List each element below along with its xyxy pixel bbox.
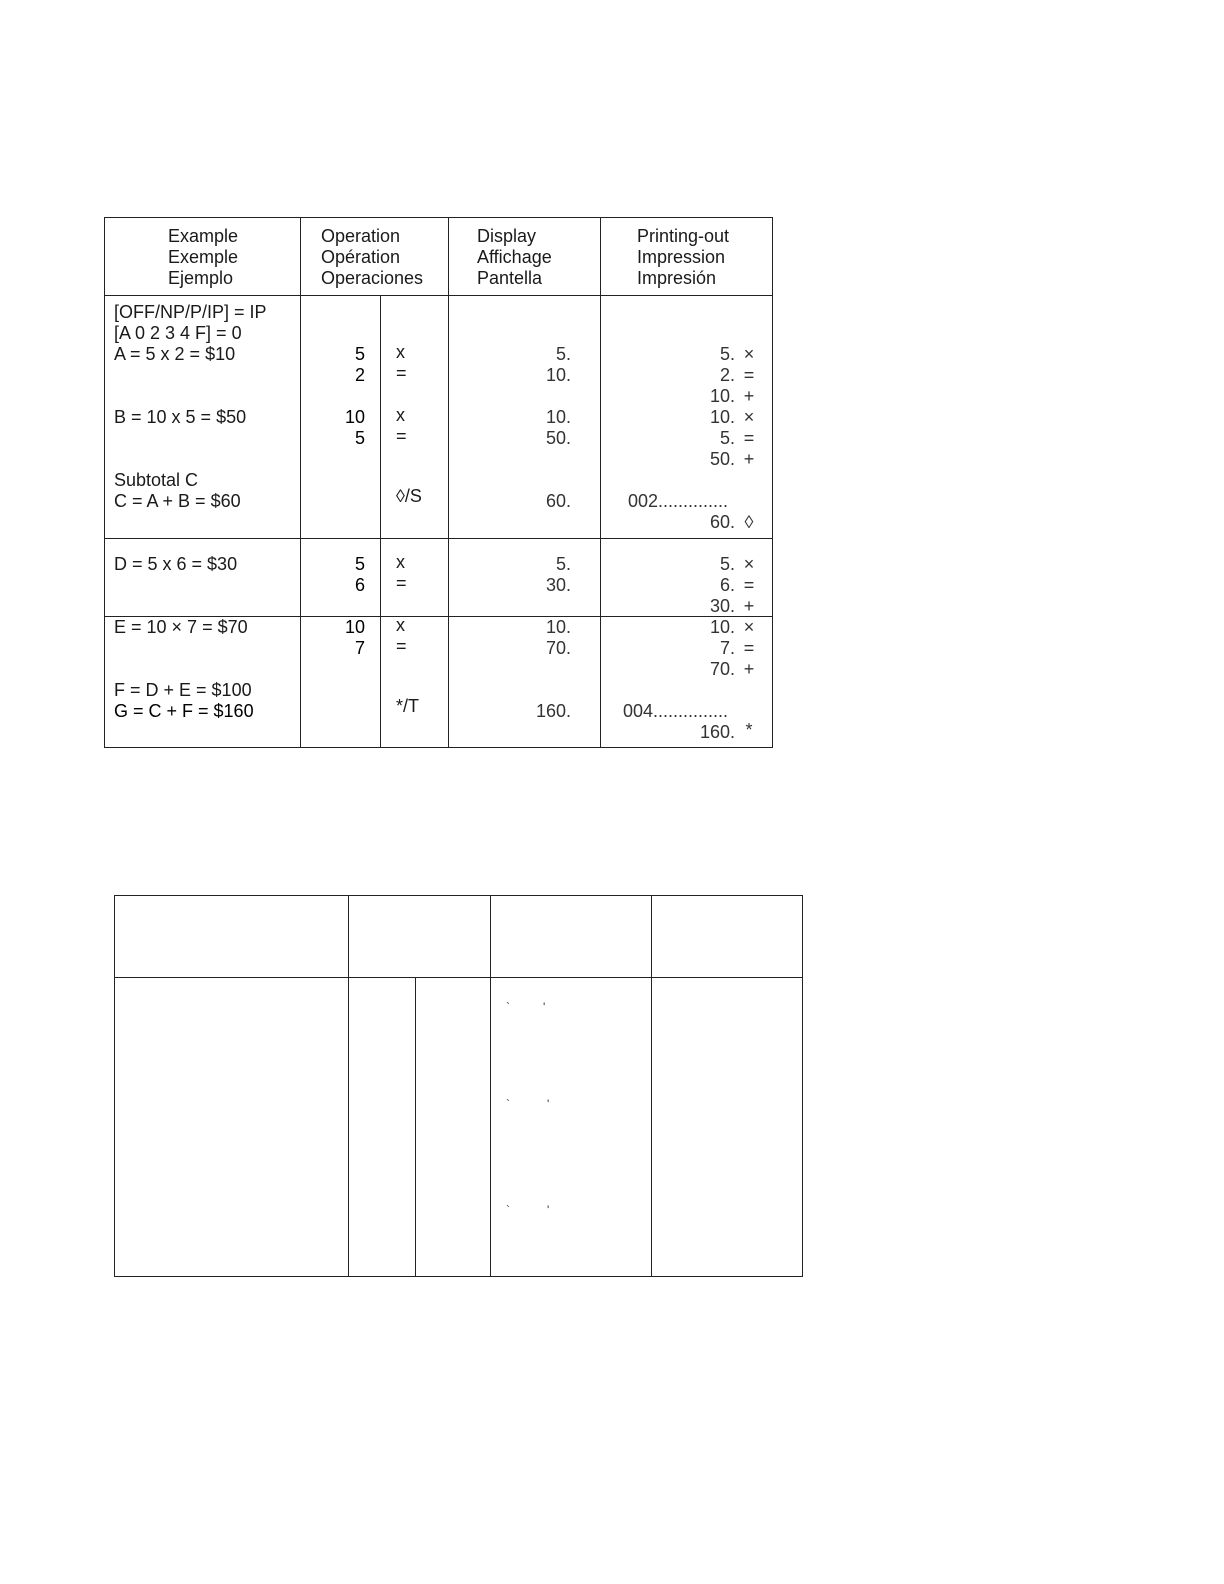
print-symbol: × <box>743 344 755 364</box>
col-divider-sub <box>415 978 416 1276</box>
operation-key: x <box>396 615 405 635</box>
display-value: 70. <box>545 638 571 658</box>
print-value: 6. <box>719 575 735 595</box>
print-symbol: + <box>743 386 755 406</box>
operation-number: 10 <box>344 407 365 427</box>
col-divider <box>600 218 601 747</box>
print-symbol: = <box>743 365 755 385</box>
header-text: Display <box>477 226 537 246</box>
stray-mark: ` <box>506 1097 510 1111</box>
display-value: 50. <box>545 428 571 448</box>
print-value: 160. <box>699 722 735 742</box>
operation-number: 5 <box>354 554 365 574</box>
display-value: 10. <box>545 407 571 427</box>
display-value: 60. <box>545 491 571 511</box>
header-text: Exemple <box>168 247 239 267</box>
header-text: Ejemplo <box>168 268 234 288</box>
col-divider <box>300 218 301 747</box>
header-text: Affichage <box>477 247 552 267</box>
display-value: 5. <box>555 554 571 574</box>
operation-key: = <box>396 363 407 383</box>
header-divider <box>115 977 802 978</box>
col-divider <box>651 896 652 1276</box>
print-value: 5. <box>719 344 735 364</box>
col-divider <box>448 218 449 747</box>
print-symbol: + <box>743 659 755 679</box>
print-value: 10. <box>709 617 735 637</box>
stray-mark: ` <box>506 1000 510 1014</box>
operation-number: 7 <box>354 638 365 658</box>
header-display <box>477 226 552 289</box>
display-value: 5. <box>555 344 571 364</box>
operation-key: = <box>396 426 407 446</box>
header-operation <box>321 226 423 289</box>
example-text: B = 10 x 5 = $50 <box>114 407 247 427</box>
header-text: Impression <box>637 247 726 267</box>
print-value: 60. <box>709 512 735 532</box>
print-value: 10. <box>709 407 735 427</box>
example-text: G = C + F = $160 <box>114 701 254 721</box>
print-counter: 002.............. <box>628 491 729 511</box>
print-symbol: = <box>743 575 755 595</box>
operation-number: 2 <box>354 365 365 385</box>
print-symbol: + <box>743 596 755 616</box>
print-symbol: = <box>743 638 755 658</box>
print-counter: 004............... <box>623 701 729 721</box>
stray-mark: ` <box>506 1203 510 1217</box>
operation-number: 5 <box>354 428 365 448</box>
print-symbol: * <box>745 720 753 740</box>
print-symbol: × <box>743 617 755 637</box>
example-text: E = 10 × 7 = $70 <box>114 617 248 637</box>
print-value: 5. <box>719 428 735 448</box>
operation-key: ◊/S <box>396 486 422 506</box>
display-value: 160. <box>535 701 571 721</box>
example-text: [OFF/NP/P/IP] = IP <box>114 302 267 322</box>
col-divider <box>348 896 349 1276</box>
print-value: 50. <box>709 449 735 469</box>
header-text: Printing-out <box>637 226 730 246</box>
header-text: Operation <box>321 226 401 246</box>
header-printing <box>637 226 729 289</box>
display-value: 30. <box>545 575 571 595</box>
col-divider-sub <box>380 296 381 747</box>
operation-number: 5 <box>354 344 365 364</box>
example-text: Subtotal C <box>114 470 199 490</box>
print-value: 70. <box>709 659 735 679</box>
operation-key: = <box>396 636 407 656</box>
operation-key: x <box>396 405 405 425</box>
print-symbol: × <box>743 407 755 427</box>
display-value: 10. <box>545 365 571 385</box>
header-text: Pantella <box>477 268 543 288</box>
stray-mark: ' <box>547 1097 550 1111</box>
operation-number: 6 <box>354 575 365 595</box>
print-value: 2. <box>719 365 735 385</box>
header-text: Opération <box>321 247 401 267</box>
print-symbol: = <box>743 428 755 448</box>
stray-mark: ' <box>543 1000 546 1014</box>
example-text: C = A + B = $60 <box>114 491 241 511</box>
operation-key: */T <box>396 696 420 716</box>
print-symbol: + <box>743 449 755 469</box>
header-text: Operaciones <box>321 268 424 288</box>
print-value: 30. <box>709 596 735 616</box>
header-text: Impresión <box>637 268 717 288</box>
print-value: 5. <box>719 554 735 574</box>
print-symbol: ◊ <box>744 512 754 532</box>
example-text: A = 5 x 2 = $10 <box>114 344 236 364</box>
header-divider <box>105 295 772 296</box>
operation-key: x <box>396 342 405 362</box>
col-divider <box>490 896 491 1276</box>
print-value: 10. <box>709 386 735 406</box>
example-text: [A 0 2 3 4 F] = 0 <box>114 323 242 343</box>
display-value: 10. <box>545 617 571 637</box>
example-text: D = 5 x 6 = $30 <box>114 554 238 574</box>
calculation-table <box>104 217 773 748</box>
blank-table <box>114 895 803 1277</box>
operation-number: 10 <box>344 617 365 637</box>
section-divider <box>105 538 772 539</box>
header-example <box>168 226 238 289</box>
operation-key: x <box>396 552 405 572</box>
print-symbol: × <box>743 554 755 574</box>
header-text: Example <box>168 226 239 246</box>
stray-mark: ' <box>547 1203 550 1217</box>
print-value: 7. <box>719 638 735 658</box>
operation-key: = <box>396 573 407 593</box>
example-text: F = D + E = $100 <box>114 680 252 700</box>
